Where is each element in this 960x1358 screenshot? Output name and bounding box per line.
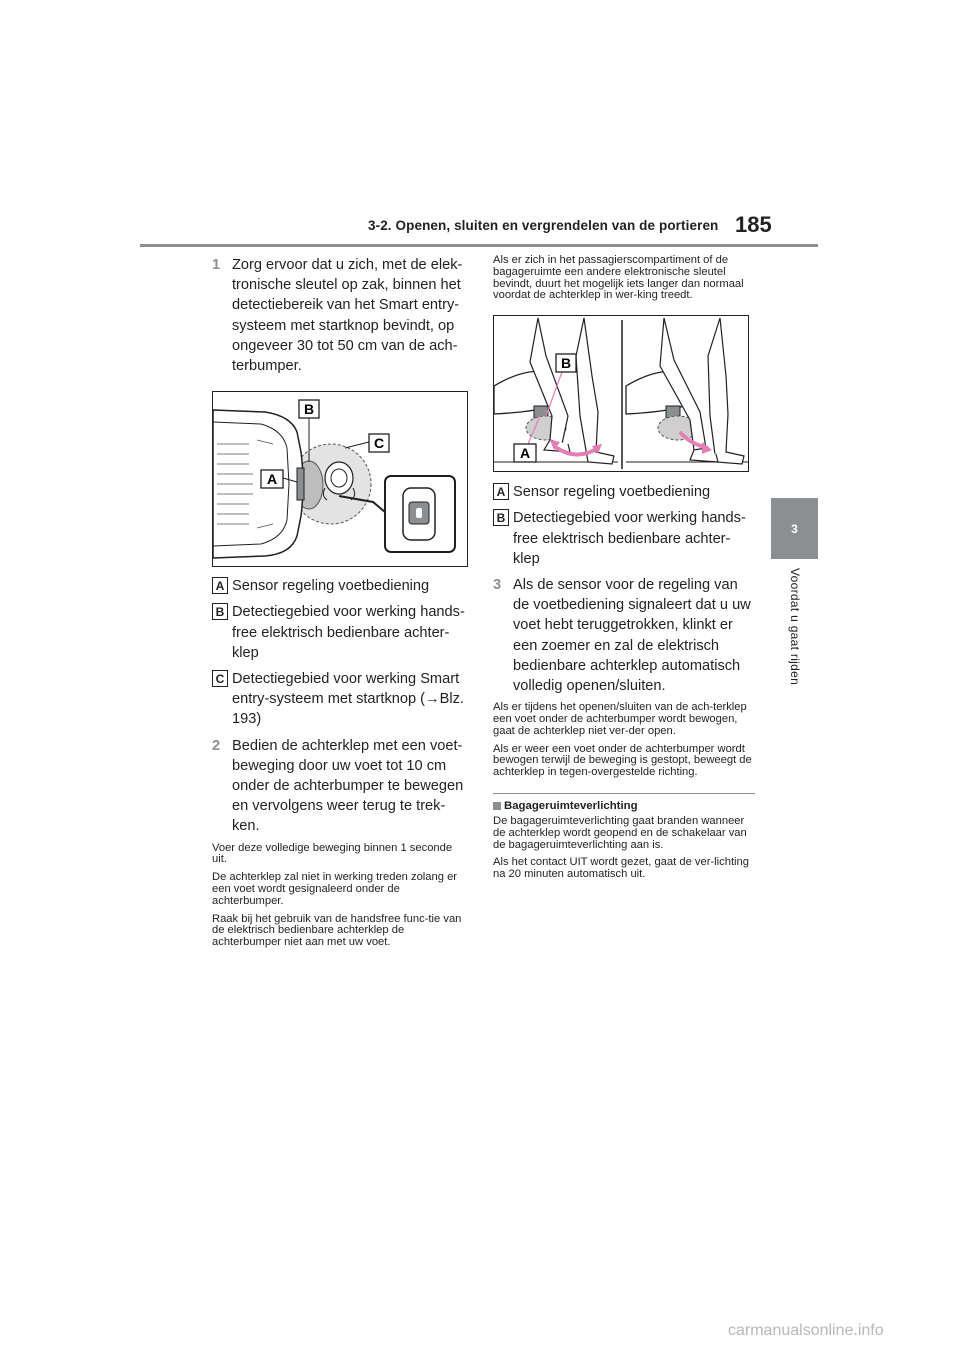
- legend-item-b: [212, 602, 470, 663]
- figure-foot-motion: [493, 315, 749, 472]
- note-paragraph: Raak bij het gebruik van de handsfree func-tie van de elektrisch bedienbare achterklep de achterbumper niet aan met uw voet.: [212, 912, 462, 949]
- legend-item-a: [212, 576, 470, 596]
- legend-text: Detectiegebied voor werking Smart entry-systeem met startknop (→Blz. 193): [232, 671, 464, 728]
- right-column: [493, 255, 755, 887]
- square-bullet-icon: [493, 802, 501, 810]
- intro-note: Als er zich in het passagierscompartiment of de bagageruimte een andere elektronische sleutel bevindt, duurt het mogelijk iets langer dan normaal voordat de achterklep in wer-king treedt.: [493, 254, 744, 302]
- step-text: Zorg ervoor dat u zich, met de elek-tronische sleutel op zak, binnen het detectiebereik van het Smart entry-systeem met startknop bevindt, op ongeveer 30 tot 50 cm van de ach-terbumper.: [232, 257, 463, 375]
- note-paragraph: Voer deze volledige beweging binnen 1 seconde uit.: [212, 841, 453, 866]
- note-paragraph: De achterklep zal niet in werking treden zolang er een voet wordt gesignaleerd onder de achterbumper.: [212, 871, 458, 907]
- legend-item-b: [493, 508, 755, 569]
- step-number: 2: [212, 737, 221, 754]
- running-header: 3-2. Openen, sluiten en vergrendelen van de portieren: [368, 218, 719, 233]
- legend-letter: B: [493, 509, 509, 526]
- left-column: [212, 255, 470, 955]
- legend-item-a: [493, 482, 755, 502]
- foot-motion-illustration: [494, 316, 749, 472]
- section-paragraph: De bagageruimteverlichting gaat branden wanneer de achterklep wordt geopend en de schakelaar van de bagageruimteverlichting aan is.: [493, 815, 747, 851]
- section-paragraph: Als het contact UIT wordt gezet, gaat de ver-lichting na 20 minuten automatisch uit.: [493, 856, 749, 881]
- step-number: 3: [493, 577, 502, 593]
- step-number: 1: [212, 257, 221, 273]
- legend-text: Detectiegebied voor werking hands-free elektrisch bedienbare achter-klep: [232, 604, 465, 661]
- step-text: Bedien de achterklep met een voet-beweging door uw voet tot 10 cm onder de achterbumper te bewegen en vervolgens weer terug te trek-ken.: [232, 737, 464, 835]
- legend-letter: A: [493, 483, 509, 500]
- section-divider: [493, 793, 755, 794]
- figure-car-top-view: [212, 391, 468, 567]
- figure1-label-c: C: [373, 435, 385, 452]
- chapter-label: Voordat u gaat rijden: [788, 568, 802, 686]
- section-title: Bagageruimteverlichting: [504, 800, 638, 812]
- chapter-tab: 3: [771, 498, 818, 559]
- page-number: 185: [735, 212, 772, 237]
- legend-text: Detectiegebied voor werking hands-free elektrisch bedienbare achter-klep: [513, 510, 746, 567]
- step-2: [212, 736, 470, 837]
- note-paragraph: Als er weer een voet onder de achterbumper wordt bewogen terwijl de beweging is gestopt, beweegt de achterklep in tegen-overgestelde richting.: [493, 742, 752, 779]
- legend-letter: B: [212, 603, 228, 620]
- figure1-label-a: A: [266, 471, 278, 488]
- legend-item-c: [212, 669, 470, 730]
- legend-text: Sensor regeling voetbediening: [513, 484, 711, 501]
- step-text: Als de sensor voor de regeling van de voetbediening signaleert dat u uw voet hebt teruggetrokken, klinkt er een zoemer en zal de elektrisch bedienbare achterklep automatisch volledig openen/sluiten.: [513, 577, 751, 695]
- watermark: carmanualsonline.info: [728, 1322, 884, 1339]
- legend-letter: C: [212, 670, 228, 687]
- step-3: [493, 575, 755, 696]
- section-heading: [493, 800, 755, 812]
- note-paragraph: Als er tijdens het openen/sluiten van de ach-terklep een voet onder de achterbumper wordt bewogen, gaat de achterklep niet ver-der open.: [493, 701, 747, 737]
- car-top-view-illustration: [213, 392, 468, 567]
- figure2-label-a: A: [519, 445, 531, 462]
- figure1-label-b: B: [303, 401, 315, 418]
- step-1: [212, 255, 470, 376]
- figure2-label-b: B: [560, 355, 572, 372]
- header-rule: [140, 244, 818, 247]
- legend-letter: A: [212, 577, 228, 594]
- legend-text: Sensor regeling voetbediening: [232, 578, 430, 595]
